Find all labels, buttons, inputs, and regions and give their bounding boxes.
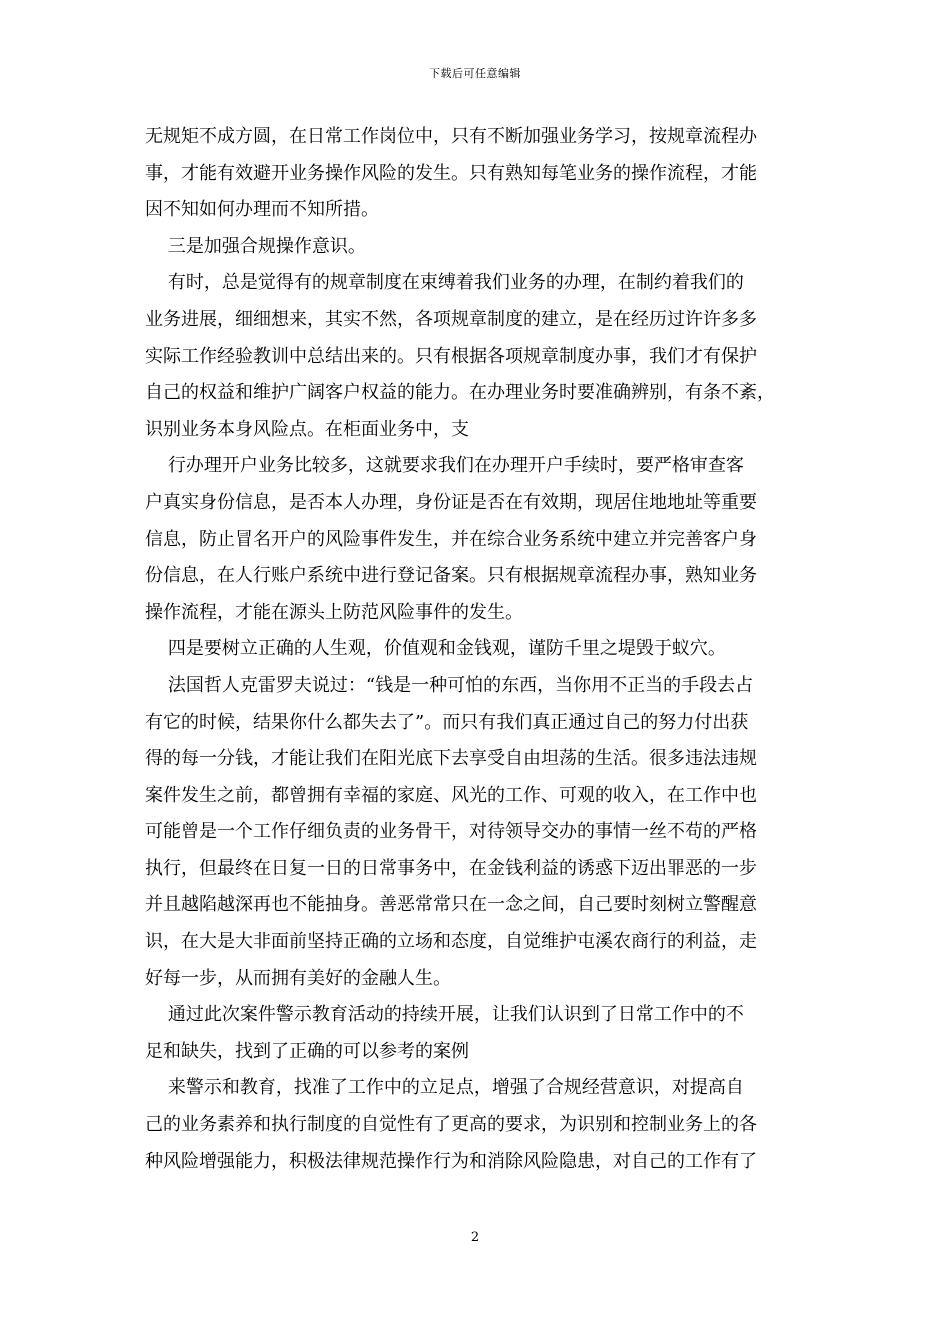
document-body	[145, 119, 820, 1180]
text-line: 案件发生之前，都曾拥有幸福的家庭、风光的工作、可观的收入，在工作中也	[145, 784, 757, 806]
text-line: 业务进展，细细想来，其实不然，各项规章制度的建立，是在经历过许许多多	[145, 308, 757, 330]
text-line: 因不知如何办理而不知所措。	[145, 199, 379, 221]
text-line: 行办理开户业务比较多，这就要求我们在办理开户手续时，要严格审查客	[145, 455, 744, 477]
text-line: 四是要树立正确的人生观，价值观和金钱观，谨防千里之堤毁于蚁穴。	[145, 638, 726, 660]
text-line: 识，在大是大非面前坚持正确的立场和态度，自觉维护屯溪农商行的利益，走	[145, 931, 757, 953]
text-line: 信息，防止冒名开户的风险事件发生，并在综合业务系统中建立并完善客户身	[145, 528, 757, 550]
text-line: 可能曾是一个工作仔细负责的业务骨干，对待领导交办的事情一丝不苟的严格	[145, 821, 757, 843]
text-line: 法国哲人克雷罗夫说过：“钱是一种可怕的东西，当你用不正当的手段去占	[145, 674, 754, 696]
text-line: 自己的权益和维护广阔客户权益的能力。在办理业务时要准确辨别，有条不紊，	[145, 382, 775, 404]
text-line: 有时，总是觉得有的规章制度在束缚着我们业务的办理，在制约着我们的	[145, 272, 744, 294]
text-line: 得的每一分钱，才能让我们在阳光底下去享受自由坦荡的生活。很多违法违规	[145, 748, 757, 770]
page-header: 下载后可任意编辑	[429, 67, 521, 80]
text-line: 无规矩不成方圆，在日常工作岗位中，只有不断加强业务学习，按规章流程办	[145, 126, 757, 147]
text-line: 户真实身份信息，是否本人办理，身份证是否在有效期，现居住地地址等重要	[145, 491, 757, 513]
text-line: 通过此次案件警示教育活动的持续开展，让我们认识到了日常工作中的不	[145, 1004, 744, 1026]
text-line: 来警示和教育，找准了工作中的立足点，增强了合规经营意识，对提高自	[145, 1077, 744, 1099]
text-line: 三是加强合规操作意识。	[145, 235, 366, 257]
text-line: 实际工作经验教训中总结出来的。只有根据各项规章制度办事，我们才有保护	[145, 345, 757, 367]
text-line: 并且越陷越深再也不能抽身。善恶常常只在一念之间，自己要时刻树立警醒意	[145, 894, 757, 916]
text-line: 操作流程，才能在源头上防范风险事件的发生。	[145, 601, 523, 623]
page-number: 2	[470, 1230, 480, 1245]
text-line: 种风险增强能力，积极法律规范操作行为和消除风险隐患，对自己的工作有了	[145, 1150, 757, 1172]
text-line: 好每一步，从而拥有美好的金融人生。	[145, 967, 451, 989]
text-line: 足和缺失，找到了正确的可以参考的案例	[145, 1040, 469, 1062]
text-line: 份信息，在人行账户系统中进行登记备案。只有根据规章流程办事，熟知业务	[145, 565, 757, 587]
text-line: 有它的时候，结果你什么都失去了”。而只有我们真正通过自己的努力付出获	[145, 711, 749, 733]
text-block	[145, 119, 820, 1180]
text-line: 事，才能有效避开业务操作风险的发生。只有熟知每笔业务的操作流程，才能	[145, 162, 757, 184]
text-line: 己的业务素养和执行制度的自觉性有了更高的要求，为识别和控制业务上的各	[145, 1114, 757, 1136]
text-line: 识别业务本身风险点。在柜面业务中，支	[145, 418, 469, 440]
text-line: 执行，但最终在日复一日的日常事务中，在金钱利益的诱惑下迈出罪恶的一步	[145, 857, 757, 879]
